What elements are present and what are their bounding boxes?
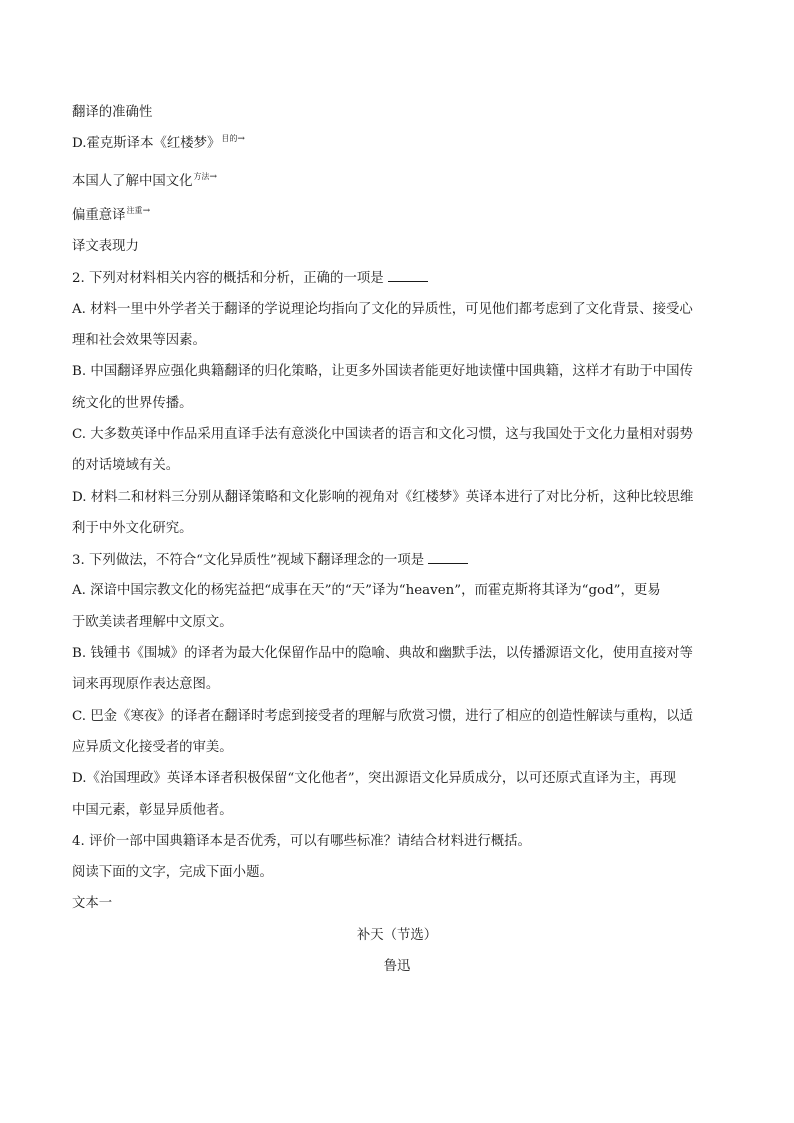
arrow-icon: → <box>237 134 245 144</box>
q3-option-d-cont: 中国元素，彰显异质他者。 <box>72 803 233 818</box>
answer-blank <box>388 269 428 282</box>
q3-option-a-cont: 于欧美读者理解中文原文。 <box>72 615 233 630</box>
text-line <box>72 135 245 154</box>
text-span: 译文表现力 <box>72 239 139 254</box>
annotation-note: 注重→ <box>126 206 151 216</box>
q2-option-a: A. 材料一里中外学者关于翻译的学说理论均指向了文化的异质性，可见他们都考虑到了文化背景、接受心 <box>72 302 693 317</box>
question-2-stem: 2. 下列对材料相关内容的概括和分析，正确的一项是 <box>72 269 428 288</box>
annotation-note: 目的→ <box>221 134 245 144</box>
text-line <box>72 104 152 122</box>
passage-title: 补天（节选） <box>356 928 438 943</box>
q2-option-d: D. 材料二和材料三分别从翻译策略和文化影响的视角对《红楼梦》英译本进行了对比分析，这种比较思维 <box>72 490 694 505</box>
text-span: 翻译的准确性 <box>72 105 153 120</box>
text-line <box>72 238 139 256</box>
arrow-icon: → <box>209 172 218 182</box>
q2-option-b-cont: 统文化的世界传播。 <box>72 396 193 411</box>
q3-option-d: D.《治国理政》英译本译者积极保留“文化他者”，突出源语文化异质成分，以可还原式直译为主，再现 <box>72 771 676 786</box>
text-line <box>72 207 150 226</box>
text-span: 本国人了解中国文化 <box>72 174 193 189</box>
text-line <box>72 173 217 192</box>
passage-author: 鲁迅 <box>383 959 411 974</box>
q2-option-d-cont: 利于中外文化研究。 <box>72 521 193 536</box>
arrow-icon: → <box>142 206 151 216</box>
question-3-stem: 3. 下列做法，不符合“文化异质性”视域下翻译理念的一项是 <box>72 551 468 570</box>
q3-option-c: C. 巴金《寒夜》的译者在翻译时考虑到接受者的理解与欣赏习惯，进行了相应的创造性解读与重构，以适 <box>72 709 693 724</box>
q3-option-b: B. 钱锺书《围城》的译者为最大化保留作品中的隐喻、典故和幽默手法，以传播源语文化，使用直接对等 <box>72 646 693 661</box>
question-4-stem: 4. 评价一部中国典籍译本是否优秀，可以有哪些标准？请结合材料进行概括。 <box>72 834 531 849</box>
reading-intro: 阅读下面的文字，完成下面小题。 <box>72 865 273 880</box>
annotation-note: 方法→ <box>193 172 218 182</box>
q3-option-b-cont: 词来再现原作表达意图。 <box>72 677 220 692</box>
q2-option-b: B. 中国翻译界应强化典籍翻译的归化策略，让更多外国读者能更好地读懂中国典籍，这样才有助于中国传 <box>72 364 693 379</box>
q2-option-c: C. 大多数英译中作品采用直译手法有意淡化中国读者的语言和文化习惯，这与我国处于文化力量相对弱势 <box>72 427 693 442</box>
q2-option-c-cont: 的对话境域有关。 <box>72 458 180 473</box>
text-span: 偏重意译 <box>72 208 126 223</box>
q2-option-a-cont: 理和社会效果等因素。 <box>72 333 206 348</box>
q3-option-a: A. 深谙中国宗教文化的杨宪益把“成事在天”的“天”译为“heaven”，而霍克斯将其译为“god”，更易 <box>72 583 661 598</box>
q3-option-c-cont: 应异质文化接受者的审美。 <box>72 740 233 755</box>
text-label: 文本一 <box>72 896 113 911</box>
text-span: D.霍克斯译本《红楼梦》 <box>72 136 221 151</box>
answer-blank <box>428 551 468 564</box>
